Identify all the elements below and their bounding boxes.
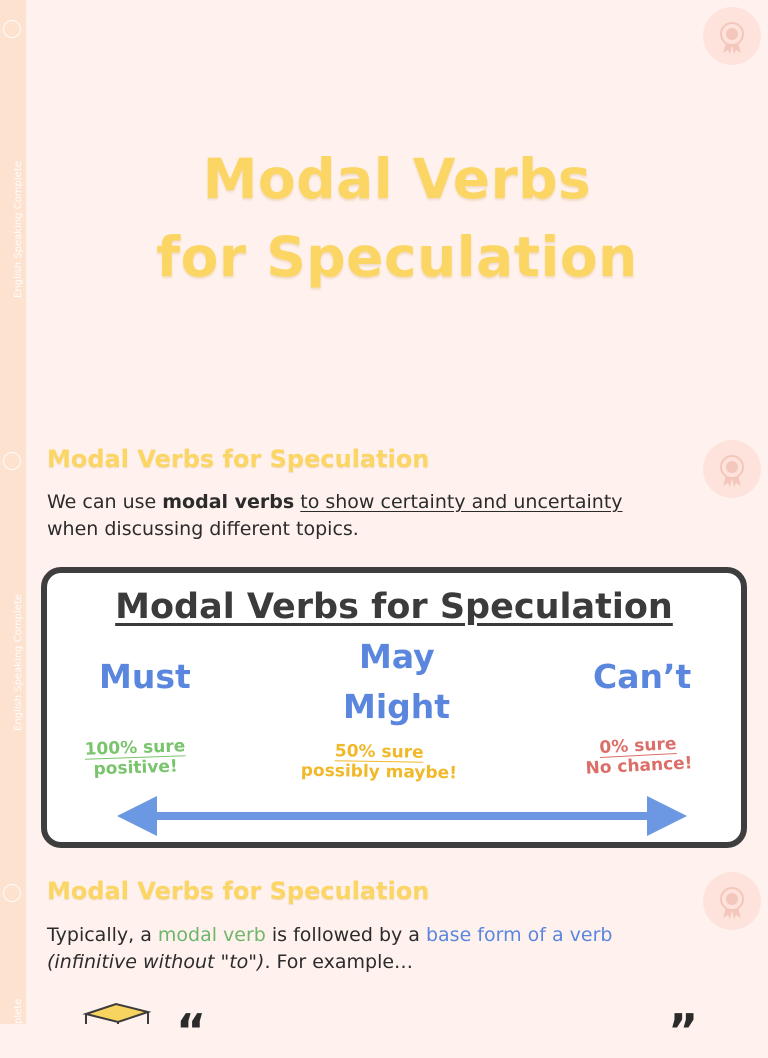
rail-dot: [3, 884, 21, 902]
para-text: when discussing different topics.: [47, 518, 359, 540]
para-text: . For example…: [264, 951, 414, 973]
para-text: Typically, a: [47, 924, 158, 946]
section-heading: Modal Verbs for Speculation: [47, 877, 430, 905]
para-italic: (infinitive without "to"): [47, 951, 265, 973]
cant-note: [584, 733, 693, 779]
may-note-line2: possibly maybe!: [300, 760, 458, 784]
verb-cant: Can’t: [593, 657, 692, 696]
open-quote: “: [176, 1004, 207, 1058]
speculation-diagram: [41, 567, 747, 848]
rail-label: English Speaking Complete: [13, 161, 24, 298]
para-text: We can use: [47, 491, 163, 513]
verb-must: Must: [99, 657, 191, 696]
section-heading: Modal Verbs for Speculation: [47, 445, 430, 473]
verb-may: May: [359, 637, 435, 676]
para-underline: to show certainty and uncertainty: [300, 491, 623, 513]
section-paragraph: [47, 489, 623, 543]
certainty-arrow: [117, 793, 687, 839]
page-title-line2: for Speculation: [156, 225, 638, 289]
badge-icon: [702, 871, 762, 931]
badge-icon: [702, 6, 762, 66]
badge-icon: [702, 439, 762, 499]
rail-label: English Speaking Complete: [13, 594, 24, 731]
may-note: [301, 741, 458, 784]
close-quote: ”: [668, 1004, 699, 1058]
cant-note-line2: No chance!: [585, 753, 693, 779]
diagram-title: Modal Verbs for Speculation: [115, 587, 673, 627]
section-paragraph: [47, 922, 612, 976]
page-title: [26, 140, 768, 296]
must-note: [84, 736, 186, 779]
book-icon: [82, 1000, 152, 1024]
rail-dot: [3, 20, 21, 38]
para-highlight-blue: base form of a verb: [425, 924, 613, 946]
must-note-line1: 100% sure: [84, 736, 186, 760]
rail-label-partial: plete: [13, 998, 24, 1024]
verb-might: Might: [343, 687, 451, 726]
page-title-line1: Modal Verbs: [202, 147, 592, 211]
must-note-line2: positive!: [93, 756, 179, 780]
side-rail: [0, 0, 26, 1024]
cant-note-line1: 0% sure: [599, 734, 677, 759]
may-note-line1: 50% sure: [334, 741, 424, 763]
para-bold: modal verbs: [162, 491, 295, 513]
rail-dot: [3, 452, 21, 470]
para-text: is followed by a: [265, 924, 426, 946]
para-highlight-green: modal verb: [157, 924, 266, 946]
